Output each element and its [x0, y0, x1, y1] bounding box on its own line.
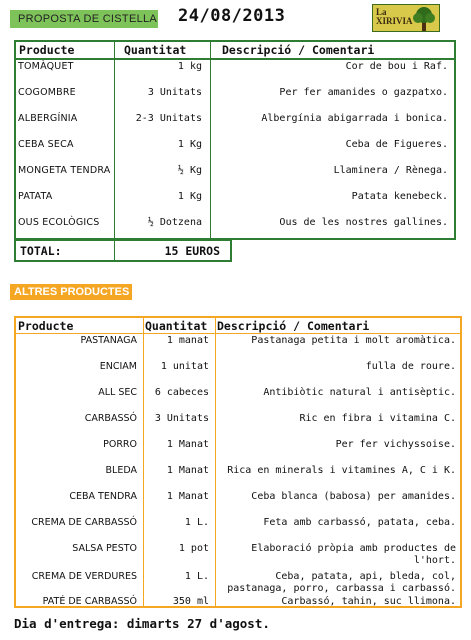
product-qty: 1 unitat [160, 361, 209, 372]
product-desc: Llaminera / Rènega. [333, 165, 448, 176]
product-desc: Elaboració pròpia amb productes de [251, 543, 456, 554]
product-name: ENCIAM [99, 361, 137, 372]
product-desc: Ceba, patata, api, bleda, col, [275, 571, 456, 582]
product-qty: 1 Manat [166, 491, 209, 502]
table-row [16, 216, 454, 230]
other-table-header [16, 318, 460, 334]
table-row [16, 138, 454, 152]
product-qty: 1 L. [184, 517, 209, 528]
product-name: ALBERGÍNIA [18, 113, 78, 124]
product-name: TOMÀQUET [18, 61, 74, 72]
product-desc: Per fer vichyssoise. [335, 439, 456, 450]
other-products-table [14, 316, 462, 608]
product-qty: 6 cabeces [154, 387, 209, 398]
total-box [14, 240, 232, 262]
product-name: MONGETA TENDRA [18, 165, 111, 176]
product-desc: Ric en fibra i vitamina C. [299, 413, 456, 424]
col-header-description: Descripció / Comentari [222, 43, 375, 57]
proposal-date: 24/08/2013 [178, 6, 286, 26]
product-qty: 1 Kg [177, 191, 202, 202]
product-qty: ½ Kg [177, 165, 202, 176]
product-name: PASTANAGA [80, 335, 137, 346]
product-qty: 1 Manat [166, 439, 209, 450]
col-header-description: Descripció / Comentari [217, 319, 370, 333]
product-qty: 1 kg [177, 61, 202, 72]
col-header-quantity: Quantitat [145, 319, 208, 333]
product-desc: Pastanaga petita i molt aromàtica. [251, 335, 456, 346]
product-name: CREMA DE CARBASSÓ [31, 517, 137, 528]
product-desc: Antibiòtic natural i antisèptic. [263, 387, 456, 398]
product-desc: Per fer amanides o gazpatxo. [279, 87, 448, 98]
product-qty: 1 Kg [177, 139, 202, 150]
product-desc: Rica en minerals i vitamines A, C i K. [227, 465, 456, 476]
logo-text: La XIRIVIA [376, 7, 413, 26]
product-desc: Carbassó, tahin, suc llimona. [281, 596, 456, 607]
table-row [16, 164, 454, 178]
basket-table-header [16, 42, 454, 60]
product-name: PATÉ DE CARBASSÓ [42, 596, 137, 607]
table-row [16, 86, 454, 100]
product-desc: Ceba de Figueres. [345, 139, 448, 150]
total-label: TOTAL: [20, 244, 62, 258]
product-desc: Feta amb carbassó, patata, ceba. [263, 517, 456, 528]
product-desc: l'hort. [413, 555, 456, 566]
product-desc: Patata kenebeck. [351, 191, 448, 202]
col-header-quantity: Quantitat [124, 43, 187, 57]
product-qty: 350 ml [172, 596, 209, 607]
product-desc: pastanaga, porro, carbassa i carbassó. [227, 583, 456, 594]
product-name: BLEDA [105, 465, 137, 476]
product-qty: 3 Unitats [147, 87, 202, 98]
product-qty: 3 Unitats [154, 413, 209, 424]
product-qty: 1 manat [166, 335, 209, 346]
basket-table [14, 40, 456, 240]
product-name: CEBA TENDRA [69, 491, 137, 502]
product-name: OUS ECOLÒGICS [18, 217, 100, 228]
product-desc: fulla de roure. [365, 361, 456, 372]
product-name: CREMA DE VERDURES [31, 571, 137, 582]
logo [372, 4, 440, 32]
product-qty: 1 L. [184, 571, 209, 582]
col-header-product: Producte [19, 43, 75, 57]
product-name: CARBASSÓ [84, 413, 137, 424]
other-products-tag: ALTRES PRODUCTES [10, 284, 132, 300]
product-desc: Albergínia abigarrada i bonica. [261, 113, 448, 124]
table-row [16, 112, 454, 126]
table-row [16, 60, 454, 74]
product-name: CEBA SECA [18, 139, 74, 150]
product-qty: 1 Manat [166, 465, 209, 476]
product-qty: 1 pot [178, 543, 209, 554]
proposal-tag: PROPOSTA DE CISTELLA [10, 10, 158, 28]
product-name: PORRO [103, 439, 137, 450]
product-qty: ½ Dotzena [147, 217, 202, 228]
product-name: PATATA [18, 191, 53, 202]
product-qty: 2-3 Unitats [135, 113, 202, 124]
product-desc: Ceba blanca (babosa) per amanides. [251, 491, 456, 502]
product-desc: Cor de bou i Raf. [345, 61, 448, 72]
product-name: SALSA PESTO [72, 543, 137, 554]
product-name: ALL SEC [98, 387, 137, 398]
tree-icon [410, 6, 438, 32]
total-value: 15 EUROS [164, 244, 220, 258]
product-desc: Ous de les nostres gallines. [279, 217, 448, 228]
col-header-product: Producte [18, 319, 74, 333]
table-row [16, 190, 454, 204]
product-name: COGOMBRE [18, 87, 76, 98]
delivery-date: Dia d'entrega: dimarts 27 d'agost. [14, 616, 270, 631]
